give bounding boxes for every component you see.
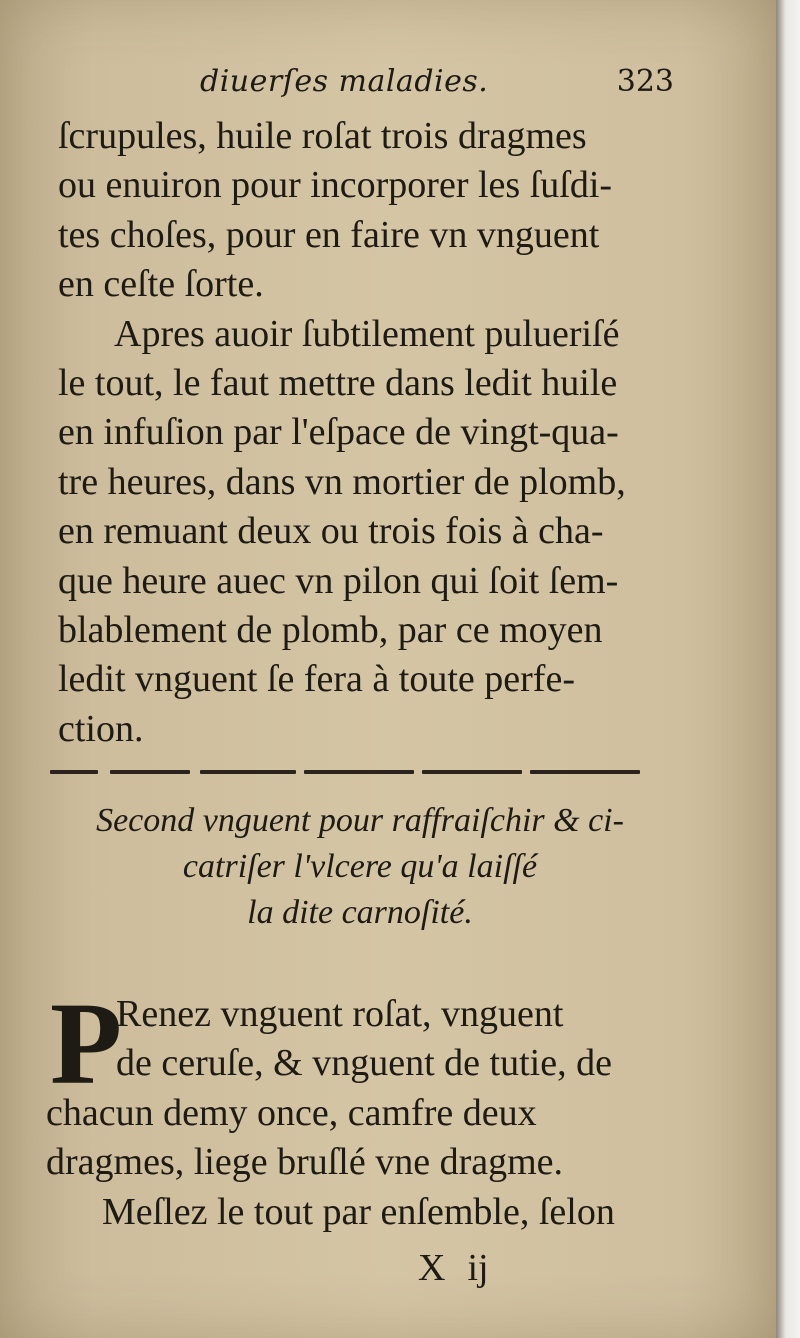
main-text [58, 112, 678, 754]
page-header [60, 64, 680, 114]
drop-cap: P [50, 978, 123, 1109]
text-line: en remuant deux ou trois fois à cha- [58, 510, 604, 553]
text-line: blablement de plomb, par ce moyen [58, 608, 603, 651]
text-line: tes choſes, pour en faire vn vnguent [58, 213, 600, 256]
text-line: en infuſion par l'eſpace de vingt-qua- [58, 411, 619, 454]
text-line: ſcrupules, huile roſat trois dragmes [58, 115, 587, 157]
text-line: le tout, le faut mettre dans ledit huile [58, 361, 618, 404]
page-edge [776, 0, 800, 1338]
recipe-text [46, 978, 666, 1237]
text-line: en ceſte ſorte. [58, 263, 264, 306]
text-line: ction. [58, 707, 144, 750]
text-line: dragmes, liege bruſlé vne dragme. [46, 1141, 564, 1184]
signature-number: ij [467, 1247, 489, 1289]
heading-line: la dite carnoſité. [247, 894, 473, 931]
text-line: que heure auec vn pilon qui ſoit ſem- [58, 559, 619, 602]
heading-line: catriſer l'vlcere qu'a laiſſé [182, 848, 538, 885]
signature-letter: X [418, 1247, 446, 1289]
text-line: Apres auoir ſubtilement pulueriſé [114, 312, 620, 355]
text-line: ou enuiron pour incorporer les ſuſdi- [58, 164, 613, 207]
text-line: ledit vnguent ſe fera à toute perfe- [58, 658, 575, 701]
running-title: diuerſes maladies. [200, 64, 489, 99]
heading-line: Second vnguent pour raffraiſchir & ci- [96, 802, 624, 839]
section-heading [40, 798, 680, 936]
text-line: Renez vnguent roſat, vnguent [116, 993, 564, 1035]
signature-mark [418, 1246, 489, 1290]
text-line: chacun demy once, camfre deux [46, 1091, 537, 1134]
text-line: tre heures, dans vn mortier de plomb, [58, 460, 626, 503]
text-line: Meſlez le tout par enſemble, ſelon [102, 1190, 615, 1233]
section-divider [50, 770, 650, 778]
text-line: de ceruſe, & vnguent de tutie, de [116, 1042, 612, 1085]
page-number: 323 [616, 64, 674, 99]
